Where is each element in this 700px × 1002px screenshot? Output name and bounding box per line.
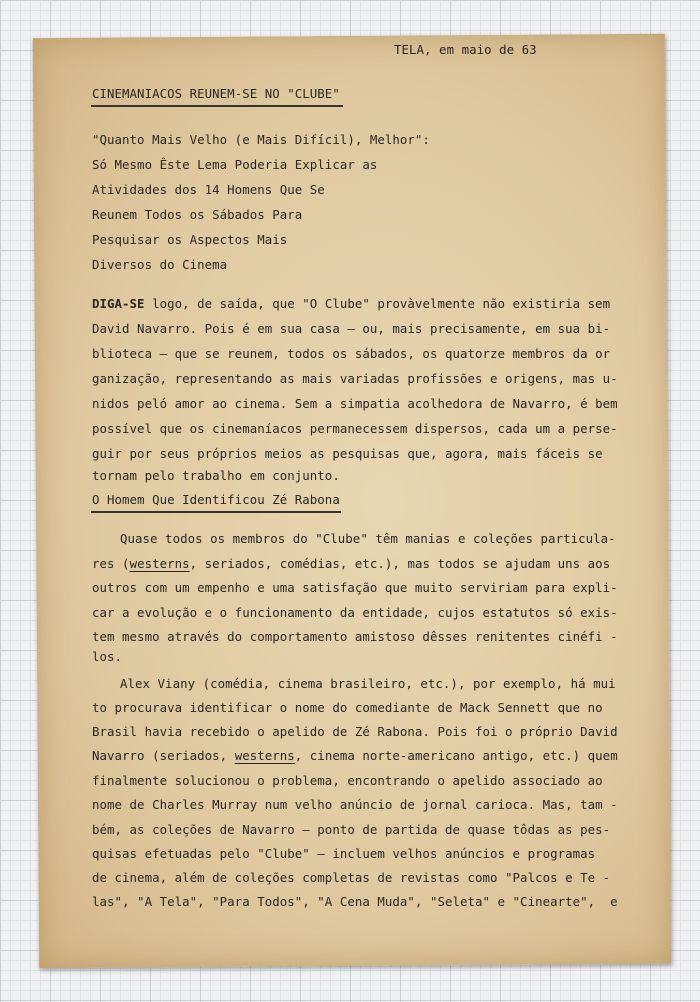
subhead-line: "Quanto Mais Velho (e Mais Difícil), Melhor":	[92, 132, 430, 147]
subhead-line: Reunem Todos os Sábados Para	[92, 207, 303, 222]
paragraph-line: Brasil havia recebido o apelido de Zé Rabona. Pois foi o próprio David	[92, 724, 618, 739]
section-title: O Homem Que Identificou Zé Rabona	[92, 492, 340, 507]
paragraph-line: car a evolução e o funcionamento da entidade, cujos estatutos só exis-	[92, 605, 618, 620]
paragraph-line: David Navarro. Pois é em sua casa — ou, mais precisamente, em sua bi-	[92, 321, 611, 336]
paragraph-line: Quase todos os membros do "Clube" têm manias e coleções particula-	[120, 531, 616, 546]
paragraph-line: nidos peló amor ao cinema. Sem a simpatia acolhedora de Navarro, é bem	[92, 396, 618, 411]
paragraph-line: guir por seus próprios meios as pesquisas que, agora, mais fáceis se	[92, 446, 603, 461]
paragraph-line: blioteca — que se reunem, todos os sábados, os quatorze membros da or	[92, 346, 611, 361]
article-title: CINEMANIACOS REUNEM-SE NO "CLUBE"	[92, 86, 340, 101]
subhead-line: Pesquisar os Aspectos Mais	[92, 232, 288, 247]
paragraph-line: las", "A Tela", "Para Todos", "A Cena Muda", "Seleta" e "Cinearte", e	[92, 894, 618, 909]
page-header: TELA, em maio de 63	[394, 42, 537, 57]
paragraph-line: to procurava identificar o nome do comediante de Mack Sennett que no	[92, 700, 603, 715]
lead-word: DIGA-SE	[92, 296, 145, 311]
paragraph-line: Navarro (seriados, westerns, cinema norte-americano antigo, etc.) quem	[92, 748, 618, 763]
paragraph-line: tem mesmo através do comportamento amistoso dêsses renitentes cinéfi -	[92, 629, 618, 644]
paragraph-line: possível que os cinemaníacos permanecessem dispersos, cada um a perse-	[92, 421, 618, 436]
subhead-line: Diversos do Cinema	[92, 257, 228, 272]
paragraph-line: Alex Viany (comédia, cinema brasileiro, etc.), por exemplo, há mui	[120, 676, 616, 691]
paragraph-line: res (westerns, seriados, comédias, etc.), mas todos se ajudam uns aos	[92, 556, 611, 571]
paragraph-line: bém, as coleções de Navarro — ponto de partida de quase tôdas as pes-	[92, 822, 611, 837]
emphasis-word: westerns	[234, 748, 295, 763]
paragraph-line: de cinema, além de coleções completas de revistas como "Palcos e Te -	[92, 870, 611, 885]
paragraph-line: outros com um empenho e uma satisfação que muito serviriam para expli-	[92, 580, 618, 595]
paragraph-line: finalmente solucionou o problema, encontrando o apelido associado ao	[92, 773, 603, 788]
subhead-line: Só Mesmo Êste Lema Poderia Explicar as	[92, 157, 378, 172]
subhead-line: Atividades dos 14 Homens Que Se	[92, 182, 325, 197]
title-underline	[91, 105, 343, 107]
emphasis-word: westerns	[129, 556, 190, 571]
section-rule	[91, 511, 341, 513]
paragraph-line: tornam pelo trabalho em conjunto.	[92, 468, 340, 483]
paragraph-line: quisas efetuadas pelo "Clube" — incluem velhos anúncios e programas	[92, 846, 596, 861]
paragraph-line: ganização, representando as mais variadas profissões e origens, mas u-	[92, 371, 618, 386]
paragraph-line: nome de Charles Murray num velho anúncio de jornal carioca. Mas, tam -	[92, 797, 618, 812]
paragraph-line: DIGA-SE logo, de saída, que "O Clube" provàvelmente não existiria sem	[92, 296, 611, 311]
paragraph-line: los.	[92, 649, 123, 664]
